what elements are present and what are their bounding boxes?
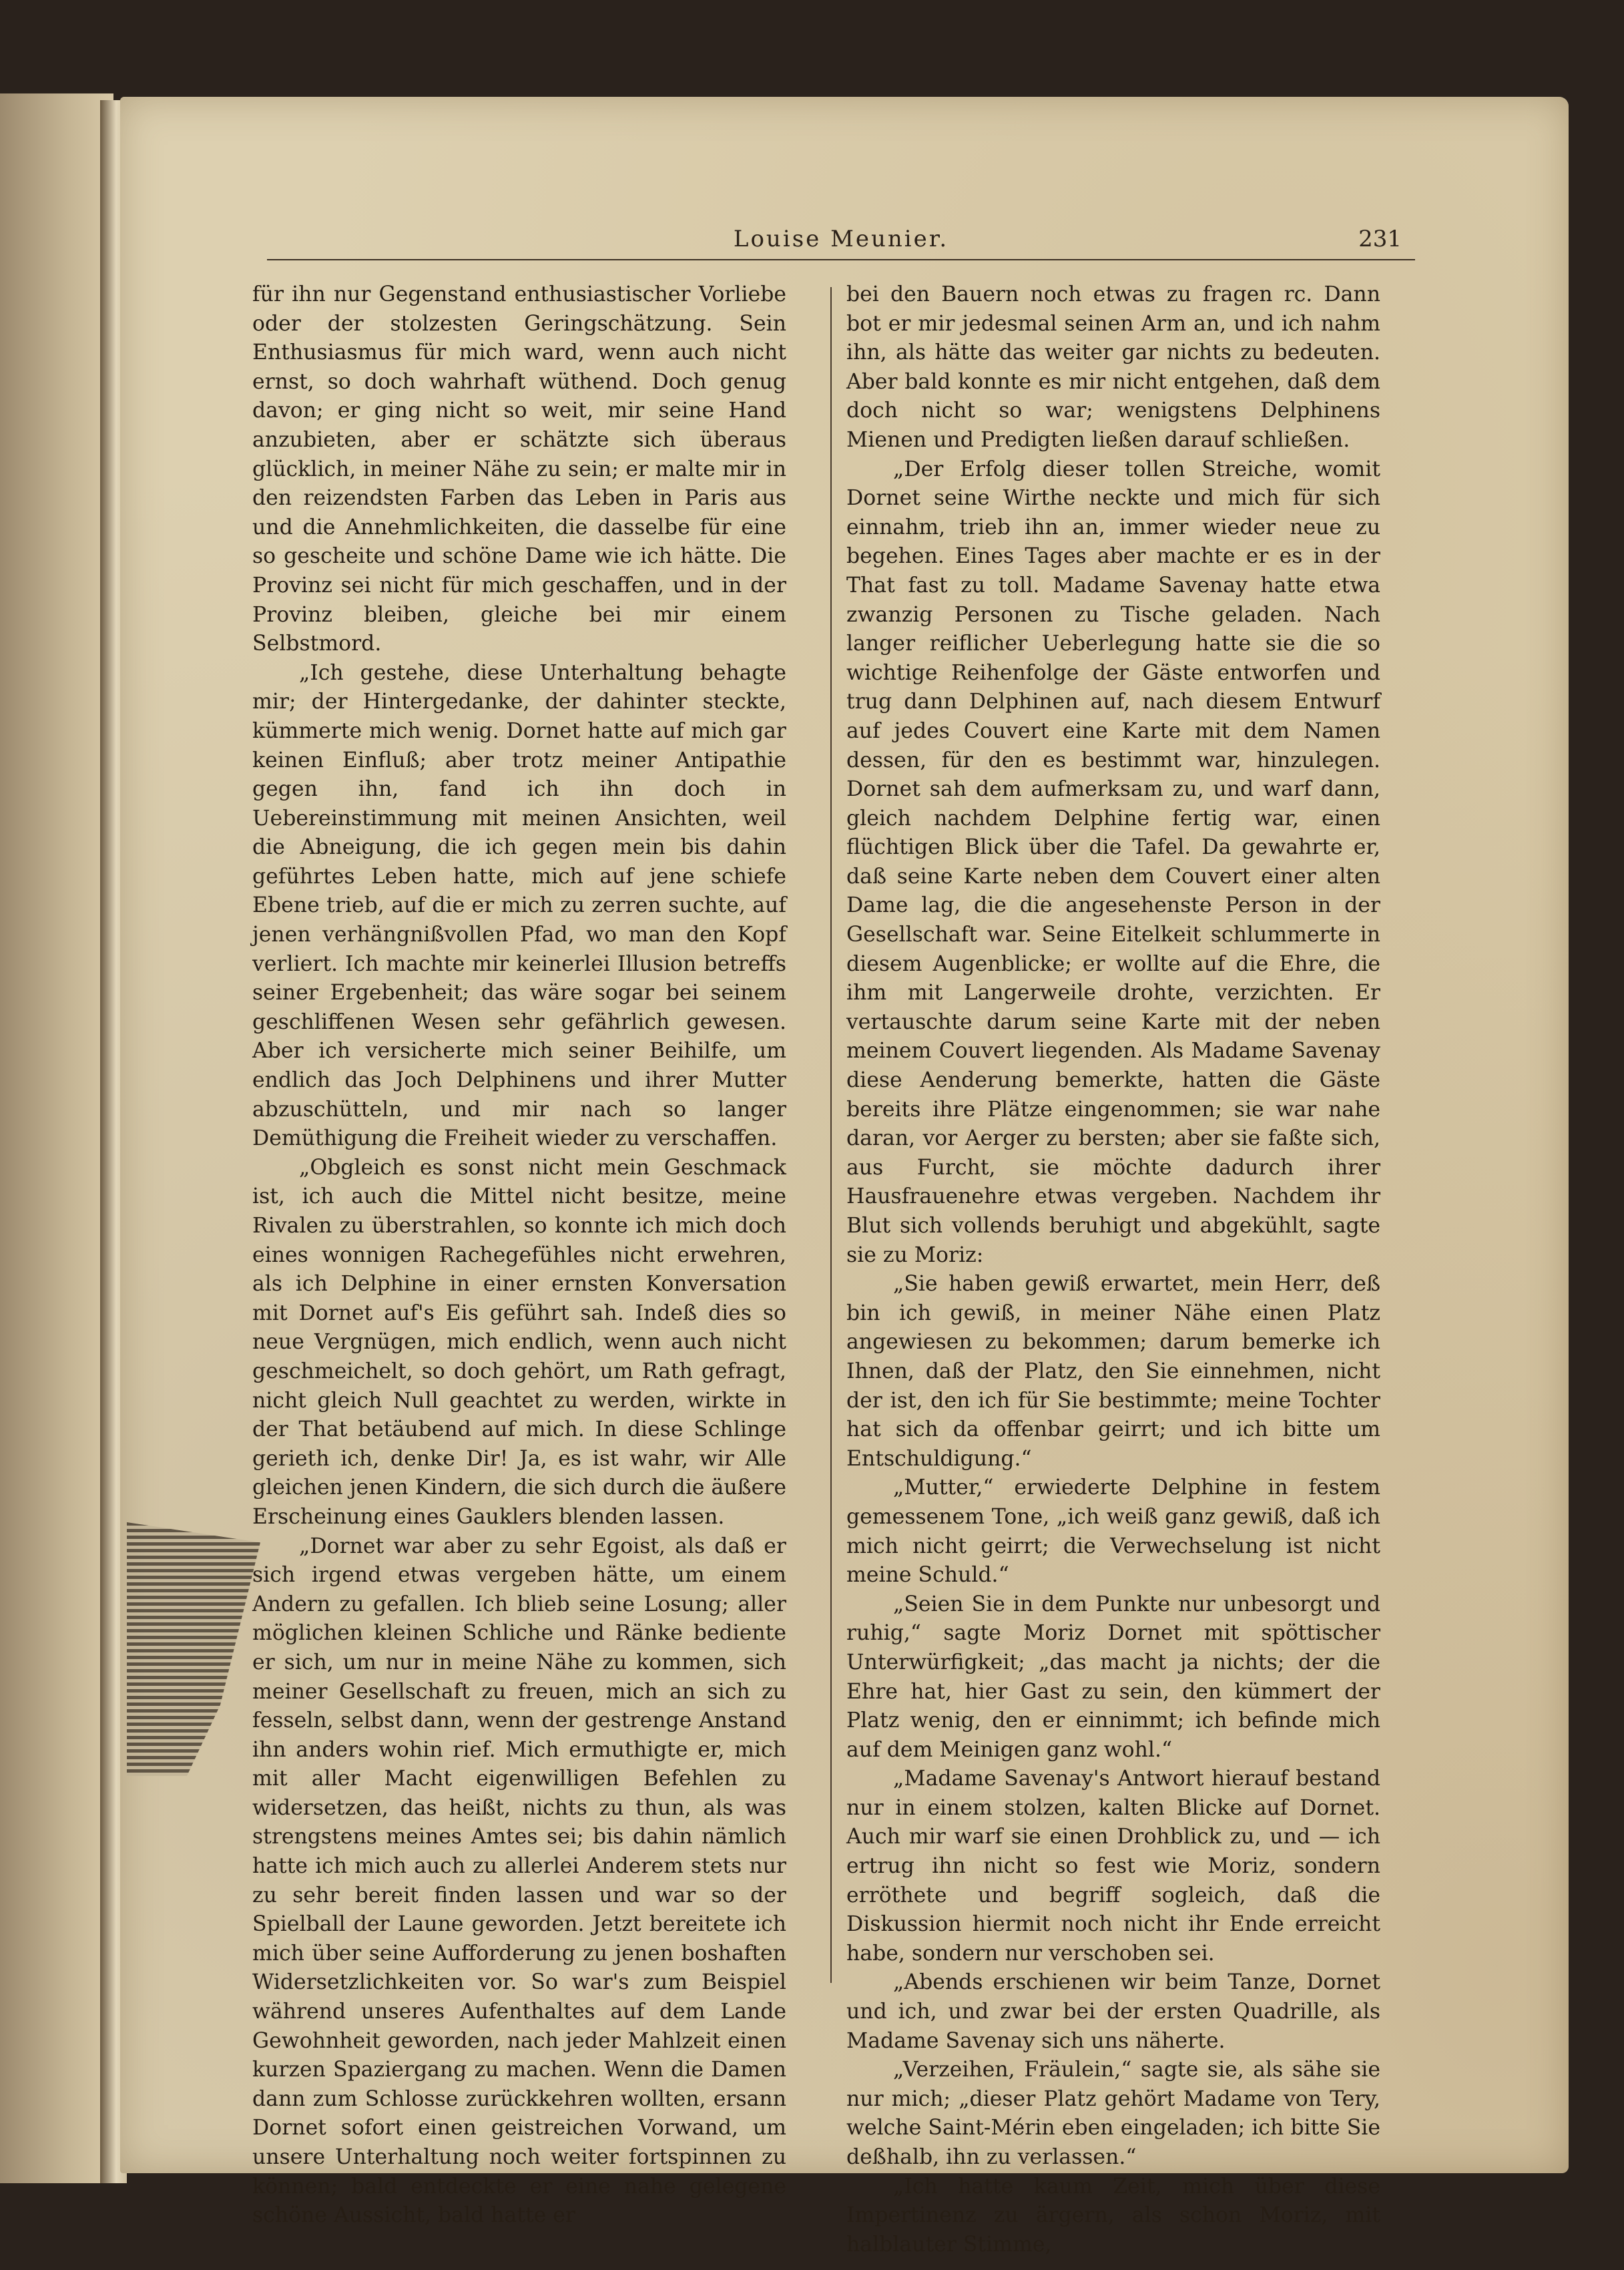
running-title: Louise Meunier. [733, 226, 949, 252]
facing-page-edge [0, 93, 113, 2183]
paragraph: „Dornet war aber zu sehr Egoist, als daß er sich irgend etwas vergeben hätte, um einem Andern zu gefallen. Ich blieb seine Losung; aller möglichen kleinen Schliche und Ränke bediente er sich, um nur in meine Nähe zu kommen, sich meiner Gesellschaft zu freuen, mich an sich zu fesseln, selbst dann, wenn der gestrenge Anstand ihn anders wohin rief. Mich ermuthigte er, mich mit aller Macht eigenwilligen Befehlen zu widersetzen, das heißt, nichts zu thun, als was strengstens meines Amtes sei; bis dahin nämlich hatte ich mich auch zu allerlei Anderem stets nur zu sehr bereit finden lassen und war so der Spielball der Laune geworden. Jetzt bereitete ich mich über seine Aufforderung zu jenen boshaften Widersetzlichkeiten vor. So war's zum Beispiel während unseres Aufenthaltes auf dem Lande Gewohnheit geworden, nach jeder Mahlzeit einen kurzen Spaziergang zu machen. Wenn die Damen dann zum Schlosse zurückkehren wollten, ersann Dornet sofort einen geistreichen Vorwand, um unsere Unterhaltung noch weiter fortspinnen zu können; bald entdeckte er eine nahe gelegene schöne Aussicht, bald hatte er [252, 1534, 786, 2228]
paragraph: „Madame Savenay's Antwort hierauf bestand nur in einem stolzen, kalten Blicke auf Dornet. Auch mir warf sie einen Drohblick zu, und — ich ertrug ihn nicht so fest wie Moriz, sondern erröthete und begriff sogleich, daß die Diskussion hiermit noch nicht ihr Ende erreicht habe, sondern nur verschoben sei. [846, 1767, 1380, 1966]
paragraph: „Abends erschienen wir beim Tanze, Dornet und ich, und zwar bei der ersten Quadrille, als Madame Savenay sich uns näherte. [846, 1970, 1380, 2053]
running-header [267, 226, 1415, 260]
paragraph: „Verzeihen, Fräulein,“ sagte sie, als sähe sie nur mich; „dieser Platz gehört Madame von Tery, welche Saint-Mérin eben eingeladen; ich bitte Sie deßhalb, ihn zu verlassen.“ [846, 2058, 1380, 2169]
column-divider [830, 287, 832, 1983]
paragraph: „Seien Sie in dem Punkte nur unbesorgt und ruhig,“ sagte Moriz Dornet mit spöttischer Unterwürfigkeit; „das macht ja nichts; der die Ehre hat, hier Gast zu sein, den kümmert der Platz wenig, den er einnimmt; ich befinde mich auf dem Meinigen ganz wohl.“ [846, 1592, 1380, 1762]
paragraph: „Ich gestehe, diese Unterhaltung behagte mir; der Hintergedanke, der dahinter steckte, kümmerte mich wenig. Dornet hatte auf mich gar keinen Einfluß; aber trotz meiner Antipathie gegen ihn, fand ich ihn doch in Uebereinstimmung mit meinen Ansichten, weil die Abneigung, die ich gegen mein bis dahin geführtes Leben hatte, mich auf jene schiefe Ebene trieb, auf die er mich zu zerren suchte, auf jenen verhängnißvollen Pfad, wo man den Kopf verliert. Ich machte mir keinerlei Illusion betreffs seiner Ergebenheit; das wäre sogar bei seinem geschliffenen Wesen sehr gefährlich gewesen. Aber ich versicherte mich seiner Beihilfe, um endlich das Joch Delphinens und ihrer Mutter abzuschütteln, und mir nach so langer Demüthigung die Freiheit wieder zu verschaffen. [252, 660, 786, 1151]
paragraph: „Sie haben gewiß erwartet, mein Herr, deß bin ich gewiß, in meiner Nähe einen Platz angewiesen zu bekommen; darum bemerke ich Ihnen, daß der Platz, den Sie einnehmen, nicht der ist, den ich für Sie bestimmte; meine Tochter hat sich da offenbar geirrt; und ich bitte um Entschuldigung.“ [846, 1272, 1380, 1471]
paragraph: „Der Erfolg dieser tollen Streiche, womit Dornet seine Wirthe neckte und mich für sich einnahm, trieb ihn an, immer wieder neue zu begehen. Eines Tages aber machte er es in der That fast zu toll. Madame Savenay hatte etwa zwanzig Personen zu Tische geladen. Nach langer reiflicher Ueberlegung hatte sie die so wichtige Reihenfolge der Gäste entworfen und trug dann Delphinen auf, nach diesem Entwurf auf jedes Couvert eine Karte mit dem Namen dessen, für den es bestimmt war, hinzulegen. Dornet sah dem aufmerksam zu, und warf dann, gleich nachdem Delphine fertig war, einen flüchtigen Blick über die Tafel. Da gewahrte er, daß seine Karte neben dem Couvert einer alten Dame lag, die die angesehenste Person in der Gesellschaft war. Seine Eitelkeit schlummerte in diesem Augenblicke; er wollte auf die Ehre, die ihm mit Langerweile drohte, verzichten. Er vertauschte darum seine Karte mit der neben meinem Couvert liegenden. Als Madame Savenay diese Aenderung bemerkte, hatten die Gäste bereits ihre Plätze eingenommen; sie war nahe daran, vor Aerger zu bersten; aber sie faßte sich, aus Furcht, sie möchte dadurch ihrer Hausfrauenehre etwas vergeben. Nachdem ihr Blut sich vollends beruhigt und abgekühlt, sagte sie zu Moriz: [846, 457, 1380, 1267]
page-number: 231 [1358, 226, 1402, 252]
paragraph: für ihn nur Gegenstand enthusiastischer Vorliebe oder der stolzesten Geringschätzung. Sein Enthusiasmus für mich ward, wenn auch nicht ernst, so doch wahrhaft wüthend. Doch genug davon; er ging nicht so weit, mir seine Hand anzubieten, aber er schätzte sich überaus glücklich, in meiner Nähe zu sein; er malte mir in den reizendsten Farben das Leben in Paris aus und die Annehmlichkeiten, die dasselbe für eine so gescheite und schöne Dame wie ich hätte. Die Provinz sei nicht für mich geschaffen, und in der Provinz bleiben, gleiche bei mir einem Selbstmord. [252, 282, 786, 656]
text-column-right [846, 280, 1380, 2259]
paragraph: „Obgleich es sonst nicht mein Geschmack ist, ich auch die Mittel nicht besitze, meine Rivalen zu überstrahlen, so konnte ich mich doch eines wonnigen Rachegefühles nicht erwehren, als ich Delphine in einer ernsten Konversation mit Dornet auf's Eis geführt sah. Indeß dies so neue Vergnügen, mich endlich, wenn auch nicht geschmeichelt, so doch gehört, um Rath gefragt, nicht gleich Null geachtet zu werden, wirkte in der That betäubend auf mich. In diese Schlinge gerieth ich, denke Dir! Ja, es ist wahr, wir Alle gleichen jenen Kindern, die sich durch die äußere Erscheinung eines Gauklers blenden lassen. [252, 1155, 786, 1529]
paragraph: „Ich hatte kaum Zeit, mich über diese Impertinenz zu ärgern, als schon Moriz, mit halblauter Stimme, [846, 2174, 1380, 2257]
paragraph: „Mutter,“ erwiederte Delphine in festem gemessenem Tone, „ich weiß ganz gewiß, daß ich mich nicht geirrt; die Verwechselung ist nicht meine Schuld.“ [846, 1476, 1380, 1588]
paragraph: bei den Bauern noch etwas zu fragen rc. Dann bot er mir jedesmal seinen Arm an, und ich nahm ihn, als hätte das weiter gar nichts zu bedeuten. Aber bald konnte es mir nicht entgehen, daß dem doch nicht so war; wenigstens Delphinens Mienen und Predigten ließen darauf schließen. [846, 282, 1380, 452]
text-column-left [252, 280, 786, 2231]
